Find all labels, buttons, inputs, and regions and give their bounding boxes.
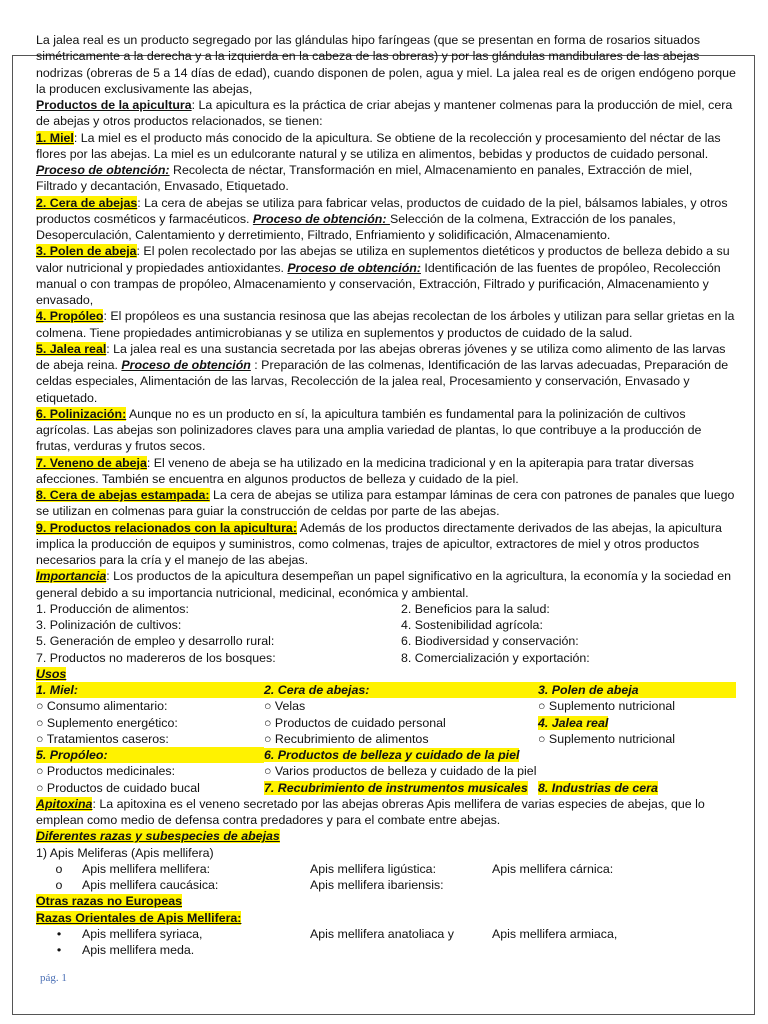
product-label: 8. Cera de abejas estampada:: [36, 488, 210, 502]
proceso-label: Proceso de obtención:: [252, 211, 390, 226]
importancia-item: 3. Polinización de cultivos:: [36, 618, 182, 632]
razas-sub: 1) Apis Meliferas (Apis mellifera): [36, 845, 214, 860]
usos-cera: 2. Cera de abejas:: [264, 682, 538, 698]
importancia-paragraph: Importancia: Los productos de la apicultura desempeñan un papel significativo en la agricultura, la economía y la sociedad en general debido a su importancia nutricional, medicinal, económica y ambiental.: [36, 569, 731, 600]
raza-name: Apis mellifera cárnica:: [492, 861, 614, 876]
product-item: 4. Propóleo: El propóleos es una sustancia resinosa que las abejas recolectan de los árboles y utilizan para sellar grietas en la colmena. Tiene propiedades antimicrobianas y se utiliza en suplementos y productos de cuidado de la salud.: [36, 309, 735, 340]
document-body: [36, 32, 736, 958]
usos-cell: ○ Productos medicinales:: [36, 764, 176, 779]
productos-paragraph: Productos de la apicultura: La apicultura es la práctica de criar abejas y mantener colmenas para la producción de miel, cera de abejas y otros productos relacionados, se tienen:: [36, 98, 733, 129]
product-list: [36, 130, 736, 569]
importancia-item: 8. Comercialización y exportación:: [401, 650, 590, 665]
razas-orientales-list: [36, 926, 736, 959]
usos-cell: ○ Recubrimiento de alimentos: [264, 731, 429, 746]
razas-orientales-heading: Razas Orientales de Apis Mellifera:: [36, 910, 242, 925]
raza-name: Apis mellifera mellifera:: [82, 861, 211, 876]
product-item: 2. Cera de abejas: La cera de abejas se utiliza para fabricar velas, productos de cuidado de la piel, bálsamos labiales, y otros productos cosméticos y farmacéuticos. Proceso de obtención: Selección de la colmena, Extracción de los panales, Desoperculación, Calentamiento y derretimiento, Filtrado, Enfriamiento y solidificación, Almacenamiento.: [36, 195, 728, 242]
bullet-icon: •: [56, 926, 62, 941]
raza-name: Apis mellifera ibariensis:: [310, 878, 444, 892]
product-item: 6. Polinización: Aunque no es un producto en sí, la apicultura también es fundamental para la polinización de cultivos agrícolas. Las abejas son polinizadores claves para una amplia variedad de plantas, lo que contribuye a la producción de frutas, verduras y frutos secos.: [36, 406, 702, 454]
orientales-line: [36, 910, 736, 926]
apitoxina-heading: Apitoxina: [36, 796, 93, 811]
usos-belleza: 6. Productos de belleza y cuidado de la piel: [264, 748, 520, 762]
raza-name: Apis mellifera armiaca,: [492, 926, 618, 941]
page-number: pág. 1: [40, 972, 67, 984]
importancia-list: [36, 601, 736, 666]
product-item: 1. Miel: La miel es el producto más conocido de la apicultura. Se obtiene de la recolección y procesamiento del néctar de las flores por las abejas. La miel es un edulcorante natural y se utiliza en alimentos, bebidas y productos de cuidado personal. Proceso de obtención: Recolecta de néctar, Transformación en miel, Almacenamiento en panales, Extracción de miel, Filtrado y decantación, Envasado, Etiquetado.: [36, 130, 721, 194]
bullet-icon: o: [55, 878, 63, 892]
razas-list: [36, 861, 736, 894]
apitoxina-paragraph: Apitoxina: La apitoxina es el veneno secretado por las abejas obreras Apis mellifera de varias especies de abejas, que lo emplean como medio de defensa contra predadores y para el combate entre abejas.: [36, 796, 705, 827]
usos-miel: 1. Miel:: [36, 682, 264, 698]
raza-name: Apis mellifera syriaca,: [82, 926, 203, 941]
usos-cera-ind-cell: [538, 780, 736, 796]
bullet-icon: o: [55, 861, 63, 876]
raza-name: Apis mellifera ligústica:: [310, 861, 437, 876]
importancia-item: 7. Productos no madereros de los bosques:: [36, 650, 276, 665]
raza-name: Apis mellifera caucásica:: [82, 878, 219, 892]
product-item: 3. Polen de abeja: El polen recolectado por las abejas se utiliza en suplementos dietéticos y productos de belleza debido a su valor nutricional y propiedades antioxidantes. Proceso de obtención: Identificación de las fuentes de propóleo, Recolección manual o con trampas de propóleo, Almacenamiento y conservación, Extracción, Filtrado y purificación, Almacenamiento y envasado,: [36, 244, 730, 307]
product-label: 7. Veneno de abeja: [36, 455, 147, 470]
product-label: 5. Jalea real: [36, 341, 107, 356]
proceso-label: Proceso de obtención:: [36, 163, 170, 177]
usos-cell: ○ Productos de cuidado personal: [264, 715, 446, 730]
raza-name: Apis mellifera meda.: [82, 943, 195, 957]
proceso-label: Proceso de obtención:: [287, 260, 421, 275]
usos-heading-line: [36, 666, 736, 682]
razas-heading-line: [36, 828, 736, 844]
product-label: 1. Miel: [36, 130, 74, 145]
usos-belleza-cell: [264, 747, 736, 763]
importancia-heading: Importancia: [36, 569, 107, 584]
product-item: 8. Cera de abejas estampada: La cera de abejas se utiliza para estampar láminas de cera con patrones de panales que luego se utilizan en colmenas para guiar la construcción de celdas por parte de las abejas.: [36, 488, 735, 519]
usos-cell: ○ Suplemento nutricional: [538, 699, 675, 714]
raza-row: [36, 926, 736, 942]
usos-industrias-cera: 8. Industrias de cera: [538, 780, 658, 795]
usos-table: [36, 682, 736, 796]
usos-cell: ○ Velas: [264, 699, 306, 714]
product-item: 9. Productos relacionados con la apicultura: Además de los productos directamente derivados de las abejas, la apicultura implica la producción de equipos y suministros, como colmenas, trajes de apicultor, extractores de miel y otros productos necesarios para la cría y el manejo de las abejas.: [36, 520, 722, 567]
raza-row: [36, 877, 736, 893]
usos-propoleo: 5. Propóleo:: [36, 747, 264, 763]
bullet-icon: •: [56, 943, 62, 957]
intro-paragraph: La jalea real es un producto segregado por las glándulas hipo faríngeas (que se presentan en forma de rosarios situados simétricamente a la derecha y a la izquierda en la cabeza de las obreras) y por las glándulas mandibulares de las abejas nodrizas (obreras de 5 a 14 días de edad), cuando disponen de polen, agua y miel. La jalea real es de origen endógeno porque la producen exclusivamente las abejas,: [36, 33, 736, 96]
otras-razas-heading: Otras razas no Europeas: [36, 894, 182, 909]
raza-name: [492, 942, 736, 958]
importancia-item: 4. Sostenibilidad agrícola:: [401, 618, 543, 632]
usos-cell: ○ Tratamientos caseros:: [36, 731, 169, 746]
usos-instrumentos-cell: [264, 780, 538, 796]
razas-heading: Diferentes razas y subespecies de abejas: [36, 829, 280, 844]
usos-cell: ○ Suplemento energético:: [36, 715, 178, 730]
proceso-label: Proceso de obtención: [121, 358, 251, 372]
product-label: 4. Propóleo: [36, 309, 104, 324]
raza-name: [310, 942, 492, 958]
product-label: 9. Productos relacionados con la apicultura:: [36, 520, 297, 535]
importancia-item: 6. Biodiversidad y conservación:: [401, 634, 579, 649]
importancia-item: 5. Generación de empleo y desarrollo rural:: [36, 634, 275, 649]
productos-heading: Productos de la apicultura: [36, 98, 192, 112]
usos-instrumentos: 7. Recubrimiento de instrumentos musicales: [264, 780, 528, 795]
otras-line: [36, 893, 736, 909]
product-item: 5. Jalea real: La jalea real es una sustancia secretada por las abejas obreras jóvenes y se utiliza como alimento de las larvas de abeja reina. Proceso de obtención : Preparación de las colmenas, Identificación de las larvas adecuadas, Preparación de celdas especiales, Alimentación de las larvas, Recolección de la jalea real, Procesamiento y conservación, Envasado y etiquetado.: [36, 341, 729, 405]
usos-cell: ○ Suplemento nutricional: [538, 731, 675, 746]
importancia-item: 1. Producción de alimentos:: [36, 601, 189, 616]
product-label: 3. Polen de abeja: [36, 244, 137, 259]
usos-cell: ○ Consumo alimentario:: [36, 699, 168, 714]
raza-name: [492, 877, 736, 893]
usos-cell: ○ Productos de cuidado bucal: [36, 780, 200, 795]
usos-jalea: 4. Jalea real: [538, 715, 609, 730]
usos-cell: ○ Varios productos de belleza y cuidado de la piel: [264, 764, 537, 779]
product-item: 7. Veneno de abeja: El veneno de abeja se ha utilizado en la medicina tradicional y en la apiterapia para tratar diversas afecciones. También se encuentra en algunos productos de belleza y cuidado de la piel.: [36, 455, 694, 486]
raza-row: [36, 942, 736, 958]
importancia-item: 2. Beneficios para la salud:: [401, 601, 550, 616]
raza-row: [36, 861, 736, 877]
usos-polen: 3. Polen de abeja: [538, 682, 736, 698]
usos-heading: Usos: [36, 666, 67, 681]
raza-name: Apis mellifera anatoliaca y: [310, 926, 454, 941]
product-label: 2. Cera de abejas: [36, 195, 138, 210]
product-label: 6. Polinización:: [36, 406, 127, 421]
